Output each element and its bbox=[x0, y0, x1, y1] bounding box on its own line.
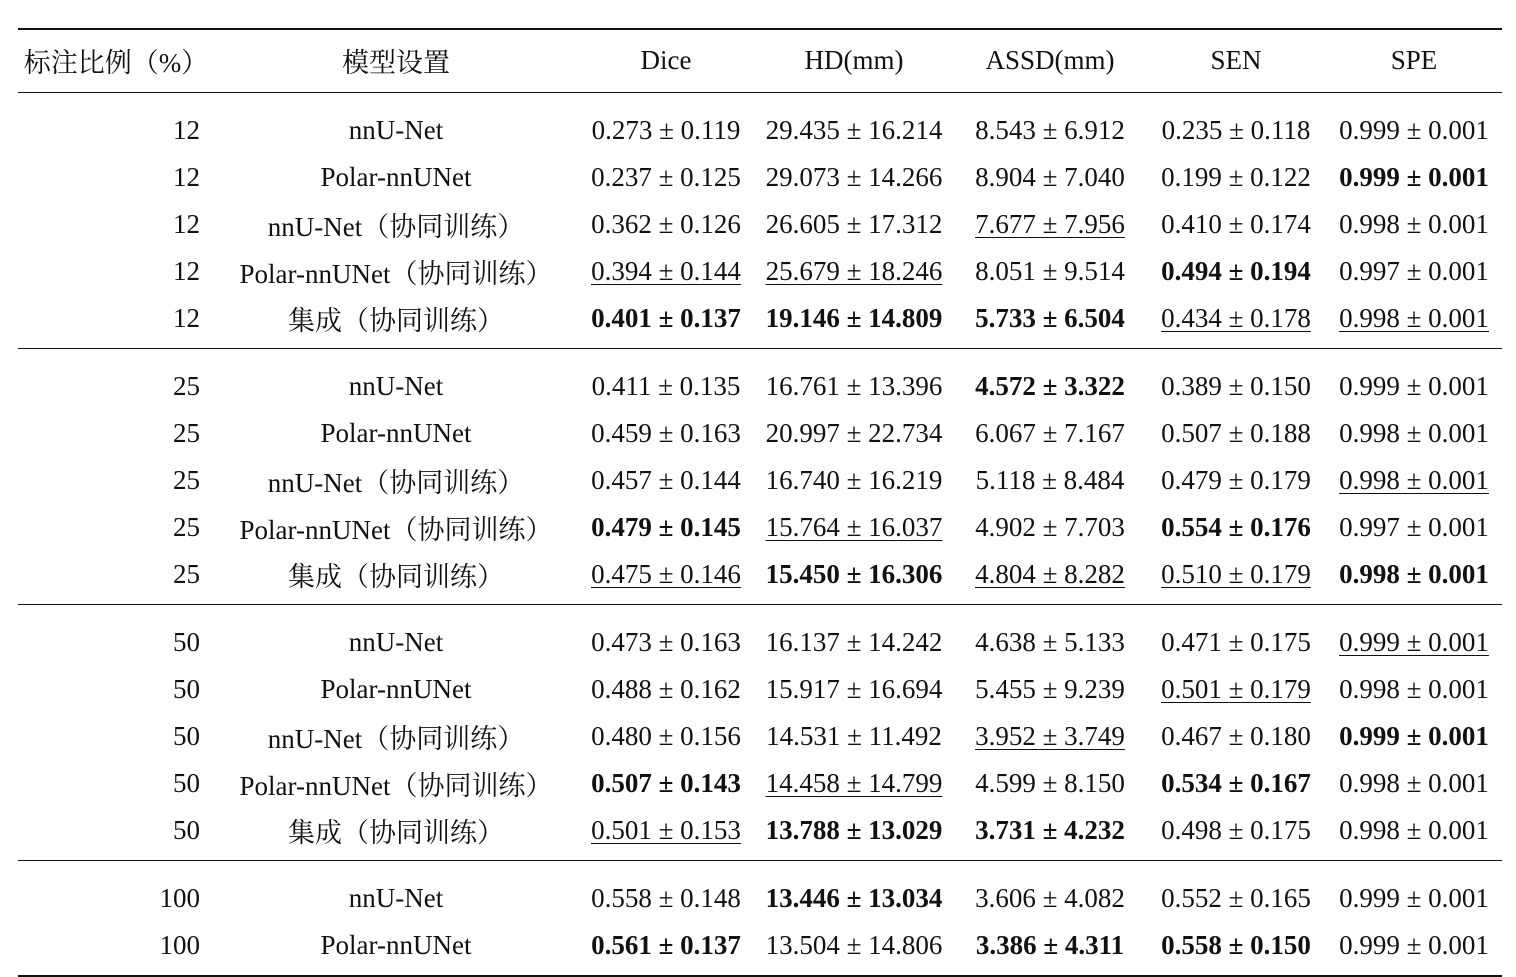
metric-value: 15.917 ± 16.694 bbox=[765, 673, 943, 704]
spe-cell bbox=[1326, 666, 1502, 713]
table-row bbox=[18, 760, 1502, 807]
metric-value: 0.467 ± 0.180 bbox=[1161, 720, 1311, 751]
metric-value: 0.998 ± 0.001 bbox=[1339, 814, 1489, 845]
assd-cell bbox=[954, 922, 1146, 976]
hd-cell bbox=[754, 248, 954, 295]
hd-cell bbox=[754, 154, 954, 201]
metric-value: 0.479 ± 0.179 bbox=[1161, 464, 1311, 495]
assd-cell bbox=[954, 457, 1146, 504]
metric-value: 0.997 ± 0.001 bbox=[1339, 511, 1489, 542]
metric-value: 3.606 ± 4.082 bbox=[975, 882, 1125, 913]
spe-cell bbox=[1326, 348, 1502, 410]
model-cell: Polar-nnUNet bbox=[320, 417, 472, 448]
metric-value: 0.389 ± 0.150 bbox=[1161, 370, 1311, 401]
metric-value: 0.999 ± 0.001 bbox=[1339, 929, 1489, 960]
hd-cell bbox=[754, 922, 954, 976]
table-row bbox=[18, 92, 1502, 154]
metric-value: 0.534 ± 0.167 bbox=[1161, 767, 1311, 798]
table-row bbox=[18, 295, 1502, 349]
sen-cell bbox=[1146, 922, 1326, 976]
model-cell: Polar-nnUNet（协同训练） bbox=[239, 514, 553, 545]
sen-cell bbox=[1146, 457, 1326, 504]
assd-cell bbox=[954, 807, 1146, 861]
table-row bbox=[18, 604, 1502, 666]
sen-cell bbox=[1146, 410, 1326, 457]
metric-value: 0.999 ± 0.001 bbox=[1339, 114, 1489, 145]
table-group bbox=[18, 348, 1502, 604]
metric-value: 0.501 ± 0.153 bbox=[591, 814, 741, 845]
ratio-cell: 12 bbox=[173, 255, 200, 286]
metric-value: 0.237 ± 0.125 bbox=[591, 161, 741, 192]
metric-value: 29.435 ± 16.214 bbox=[765, 114, 943, 145]
metric-value: 0.362 ± 0.126 bbox=[591, 208, 741, 239]
hd-cell bbox=[754, 295, 954, 349]
table-row bbox=[18, 348, 1502, 410]
assd-cell bbox=[954, 604, 1146, 666]
metric-value: 6.067 ± 7.167 bbox=[975, 417, 1125, 448]
sen-cell bbox=[1146, 154, 1326, 201]
spe-cell bbox=[1326, 295, 1502, 349]
metric-value: 3.952 ± 3.749 bbox=[975, 720, 1125, 751]
spe-cell bbox=[1326, 248, 1502, 295]
metric-value: 13.504 ± 14.806 bbox=[765, 929, 943, 960]
header-row bbox=[18, 29, 1502, 92]
hd-cell bbox=[754, 713, 954, 760]
metric-value: 15.450 ± 16.306 bbox=[765, 558, 943, 589]
metric-value: 15.764 ± 16.037 bbox=[765, 511, 943, 542]
dice-cell bbox=[578, 201, 754, 248]
table-row bbox=[18, 860, 1502, 922]
metric-value: 3.731 ± 4.232 bbox=[975, 814, 1125, 845]
sen-cell bbox=[1146, 348, 1326, 410]
table-row bbox=[18, 713, 1502, 760]
dice-cell bbox=[578, 604, 754, 666]
ratio-cell: 12 bbox=[173, 161, 200, 192]
metric-value: 14.531 ± 11.492 bbox=[766, 720, 942, 751]
ratio-cell: 50 bbox=[173, 814, 200, 845]
ratio-cell: 12 bbox=[173, 302, 200, 333]
table-group bbox=[18, 860, 1502, 976]
metric-value: 5.733 ± 6.504 bbox=[975, 302, 1125, 333]
hd-cell bbox=[754, 92, 954, 154]
ratio-cell: 25 bbox=[18, 348, 214, 410]
metric-value: 0.235 ± 0.118 bbox=[1161, 114, 1311, 145]
model-cell: 集成（协同训练） bbox=[288, 561, 504, 592]
assd-cell bbox=[954, 201, 1146, 248]
metric-value: 8.904 ± 7.040 bbox=[975, 161, 1125, 192]
metric-value: 19.146 ± 14.809 bbox=[765, 302, 943, 333]
dice-cell bbox=[578, 154, 754, 201]
hd-cell bbox=[754, 504, 954, 551]
spe-cell bbox=[1326, 760, 1502, 807]
hd-cell bbox=[754, 604, 954, 666]
assd-cell bbox=[954, 713, 1146, 760]
dice-cell bbox=[578, 457, 754, 504]
metric-value: 4.572 ± 3.322 bbox=[975, 370, 1125, 401]
sen-cell bbox=[1146, 860, 1326, 922]
assd-cell bbox=[954, 551, 1146, 605]
model-cell: nnU-Net（协同训练） bbox=[267, 211, 525, 242]
header-hd: HD(mm) bbox=[754, 29, 954, 92]
assd-cell bbox=[954, 504, 1146, 551]
metric-value: 0.999 ± 0.001 bbox=[1339, 882, 1489, 913]
model-cell: 集成（协同训练） bbox=[288, 817, 504, 848]
assd-cell bbox=[954, 248, 1146, 295]
metric-value: 0.999 ± 0.001 bbox=[1339, 626, 1489, 657]
dice-cell bbox=[578, 348, 754, 410]
table-row bbox=[18, 922, 1502, 976]
metric-value: 0.410 ± 0.174 bbox=[1161, 208, 1311, 239]
metric-value: 7.677 ± 7.956 bbox=[975, 208, 1125, 239]
metric-value: 0.998 ± 0.001 bbox=[1339, 767, 1489, 798]
model-cell: Polar-nnUNet（协同训练） bbox=[239, 258, 553, 289]
hd-cell bbox=[754, 457, 954, 504]
sen-cell bbox=[1146, 713, 1326, 760]
spe-cell bbox=[1326, 551, 1502, 605]
metric-value: 0.510 ± 0.179 bbox=[1161, 558, 1311, 589]
spe-cell bbox=[1326, 201, 1502, 248]
table-row bbox=[18, 201, 1502, 248]
metric-value: 0.411 ± 0.135 bbox=[591, 370, 741, 401]
header-dice: Dice bbox=[578, 29, 754, 92]
sen-cell bbox=[1146, 248, 1326, 295]
table-group bbox=[18, 604, 1502, 860]
results-table-container bbox=[18, 28, 1502, 977]
metric-value: 0.999 ± 0.001 bbox=[1339, 161, 1489, 192]
metric-value: 14.458 ± 14.799 bbox=[765, 767, 943, 798]
metric-value: 4.902 ± 7.703 bbox=[975, 511, 1125, 542]
metric-value: 0.998 ± 0.001 bbox=[1339, 464, 1489, 495]
metric-value: 0.434 ± 0.178 bbox=[1161, 302, 1311, 333]
sen-cell bbox=[1146, 551, 1326, 605]
sen-cell bbox=[1146, 504, 1326, 551]
metric-value: 5.455 ± 9.239 bbox=[975, 673, 1125, 704]
assd-cell bbox=[954, 760, 1146, 807]
metric-value: 0.554 ± 0.176 bbox=[1161, 511, 1311, 542]
header-annotation-ratio: 标注比例（%） bbox=[18, 29, 214, 92]
ratio-cell: 100 bbox=[18, 922, 214, 976]
hd-cell bbox=[754, 860, 954, 922]
metric-value: 0.997 ± 0.001 bbox=[1339, 255, 1489, 286]
table-header bbox=[18, 29, 1502, 92]
ratio-cell: 50 bbox=[173, 720, 200, 751]
hd-cell bbox=[754, 551, 954, 605]
dice-cell bbox=[578, 504, 754, 551]
hd-cell bbox=[754, 348, 954, 410]
metric-value: 16.740 ± 16.219 bbox=[765, 464, 943, 495]
hd-cell bbox=[754, 201, 954, 248]
spe-cell bbox=[1326, 922, 1502, 976]
metric-value: 0.998 ± 0.001 bbox=[1339, 673, 1489, 704]
metric-value: 0.507 ± 0.188 bbox=[1161, 417, 1311, 448]
sen-cell bbox=[1146, 92, 1326, 154]
metric-value: 20.997 ± 22.734 bbox=[765, 417, 943, 448]
metric-value: 0.558 ± 0.148 bbox=[591, 882, 741, 913]
header-model-setting: 模型设置 bbox=[214, 29, 578, 92]
sen-cell bbox=[1146, 604, 1326, 666]
model-cell: Polar-nnUNet bbox=[214, 922, 578, 976]
ratio-cell: 100 bbox=[18, 860, 214, 922]
metric-value: 0.998 ± 0.001 bbox=[1339, 302, 1489, 333]
table-row bbox=[18, 457, 1502, 504]
metric-value: 0.471 ± 0.175 bbox=[1161, 626, 1311, 657]
metric-value: 0.459 ± 0.163 bbox=[591, 417, 741, 448]
metric-value: 5.118 ± 8.484 bbox=[975, 464, 1125, 495]
model-cell: nnU-Net（协同训练） bbox=[267, 723, 525, 754]
metric-value: 25.679 ± 18.246 bbox=[765, 255, 943, 286]
spe-cell bbox=[1326, 410, 1502, 457]
metric-value: 0.394 ± 0.144 bbox=[591, 255, 741, 286]
sen-cell bbox=[1146, 201, 1326, 248]
metric-value: 8.051 ± 9.514 bbox=[975, 255, 1125, 286]
metric-value: 3.386 ± 4.311 bbox=[975, 929, 1125, 960]
model-cell: Polar-nnUNet bbox=[320, 673, 472, 704]
dice-cell bbox=[578, 713, 754, 760]
ratio-cell: 25 bbox=[173, 511, 200, 542]
ratio-cell: 25 bbox=[173, 558, 200, 589]
metric-value: 0.999 ± 0.001 bbox=[1339, 720, 1489, 751]
dice-cell bbox=[578, 295, 754, 349]
metric-value: 0.273 ± 0.119 bbox=[591, 114, 741, 145]
model-cell: 集成（协同训练） bbox=[288, 305, 504, 336]
table-row bbox=[18, 410, 1502, 457]
metric-value: 0.480 ± 0.156 bbox=[591, 720, 741, 751]
metric-value: 4.804 ± 8.282 bbox=[975, 558, 1125, 589]
metric-value: 8.543 ± 6.912 bbox=[975, 114, 1125, 145]
metric-value: 0.507 ± 0.143 bbox=[591, 767, 741, 798]
spe-cell bbox=[1326, 154, 1502, 201]
spe-cell bbox=[1326, 807, 1502, 861]
header-assd: ASSD(mm) bbox=[954, 29, 1146, 92]
assd-cell bbox=[954, 666, 1146, 713]
ratio-cell: 12 bbox=[173, 114, 200, 145]
assd-cell bbox=[954, 92, 1146, 154]
model-cell: nnU-Net bbox=[348, 114, 444, 145]
hd-cell bbox=[754, 807, 954, 861]
metric-value: 0.401 ± 0.137 bbox=[591, 302, 741, 333]
dice-cell bbox=[578, 666, 754, 713]
table-row bbox=[18, 551, 1502, 605]
dice-cell bbox=[578, 760, 754, 807]
assd-cell bbox=[954, 410, 1146, 457]
sen-cell bbox=[1146, 807, 1326, 861]
dice-cell bbox=[578, 860, 754, 922]
dice-cell bbox=[578, 551, 754, 605]
spe-cell bbox=[1326, 604, 1502, 666]
assd-cell bbox=[954, 860, 1146, 922]
assd-cell bbox=[954, 154, 1146, 201]
spe-cell bbox=[1326, 860, 1502, 922]
hd-cell bbox=[754, 410, 954, 457]
table-row bbox=[18, 154, 1502, 201]
metric-value: 0.998 ± 0.001 bbox=[1339, 208, 1489, 239]
assd-cell bbox=[954, 295, 1146, 349]
metric-value: 16.137 ± 14.242 bbox=[765, 626, 943, 657]
metric-value: 4.638 ± 5.133 bbox=[975, 626, 1125, 657]
dice-cell bbox=[578, 922, 754, 976]
model-cell: nnU-Net bbox=[214, 860, 578, 922]
spe-cell bbox=[1326, 713, 1502, 760]
metric-value: 0.473 ± 0.163 bbox=[591, 626, 741, 657]
metric-value: 26.605 ± 17.312 bbox=[765, 208, 943, 239]
header-spe: SPE bbox=[1326, 29, 1502, 92]
spe-cell bbox=[1326, 504, 1502, 551]
model-cell: nnU-Net bbox=[214, 348, 578, 410]
spe-cell bbox=[1326, 92, 1502, 154]
results-table bbox=[18, 28, 1502, 977]
metric-value: 13.446 ± 13.034 bbox=[765, 882, 943, 913]
metric-value: 0.498 ± 0.175 bbox=[1161, 814, 1311, 845]
ratio-cell: 25 bbox=[173, 417, 200, 448]
ratio-cell: 25 bbox=[173, 464, 200, 495]
metric-value: 0.558 ± 0.150 bbox=[1161, 929, 1311, 960]
ratio-cell: 50 bbox=[173, 673, 200, 704]
metric-value: 29.073 ± 14.266 bbox=[765, 161, 943, 192]
hd-cell bbox=[754, 760, 954, 807]
metric-value: 0.479 ± 0.145 bbox=[591, 511, 741, 542]
model-cell: nnU-Net bbox=[214, 604, 578, 666]
table-row bbox=[18, 504, 1502, 551]
sen-cell bbox=[1146, 760, 1326, 807]
sen-cell bbox=[1146, 295, 1326, 349]
dice-cell bbox=[578, 410, 754, 457]
metric-value: 0.552 ± 0.165 bbox=[1161, 882, 1311, 913]
metric-value: 0.998 ± 0.001 bbox=[1339, 417, 1489, 448]
model-cell: nnU-Net（协同训练） bbox=[267, 467, 525, 498]
metric-value: 0.457 ± 0.144 bbox=[591, 464, 741, 495]
hd-cell bbox=[754, 666, 954, 713]
metric-value: 0.999 ± 0.001 bbox=[1339, 370, 1489, 401]
metric-value: 0.494 ± 0.194 bbox=[1161, 255, 1311, 286]
metric-value: 0.475 ± 0.146 bbox=[591, 558, 741, 589]
spe-cell bbox=[1326, 457, 1502, 504]
table-row bbox=[18, 248, 1502, 295]
dice-cell bbox=[578, 807, 754, 861]
model-cell: Polar-nnUNet（协同训练） bbox=[239, 770, 553, 801]
ratio-cell: 50 bbox=[18, 604, 214, 666]
metric-value: 4.599 ± 8.150 bbox=[975, 767, 1125, 798]
table-row bbox=[18, 666, 1502, 713]
model-cell: Polar-nnUNet bbox=[320, 161, 472, 192]
metric-value: 0.998 ± 0.001 bbox=[1339, 558, 1489, 589]
sen-cell bbox=[1146, 666, 1326, 713]
table-group bbox=[18, 92, 1502, 348]
metric-value: 0.501 ± 0.179 bbox=[1161, 673, 1311, 704]
header-sen: SEN bbox=[1146, 29, 1326, 92]
ratio-cell: 50 bbox=[173, 767, 200, 798]
metric-value: 0.488 ± 0.162 bbox=[591, 673, 741, 704]
metric-value: 13.788 ± 13.029 bbox=[765, 814, 943, 845]
metric-value: 16.761 ± 13.396 bbox=[765, 370, 943, 401]
metric-value: 0.199 ± 0.122 bbox=[1161, 161, 1311, 192]
metric-value: 0.561 ± 0.137 bbox=[591, 929, 741, 960]
ratio-cell: 12 bbox=[173, 208, 200, 239]
table-row bbox=[18, 807, 1502, 861]
dice-cell bbox=[578, 248, 754, 295]
dice-cell bbox=[578, 92, 754, 154]
assd-cell bbox=[954, 348, 1146, 410]
